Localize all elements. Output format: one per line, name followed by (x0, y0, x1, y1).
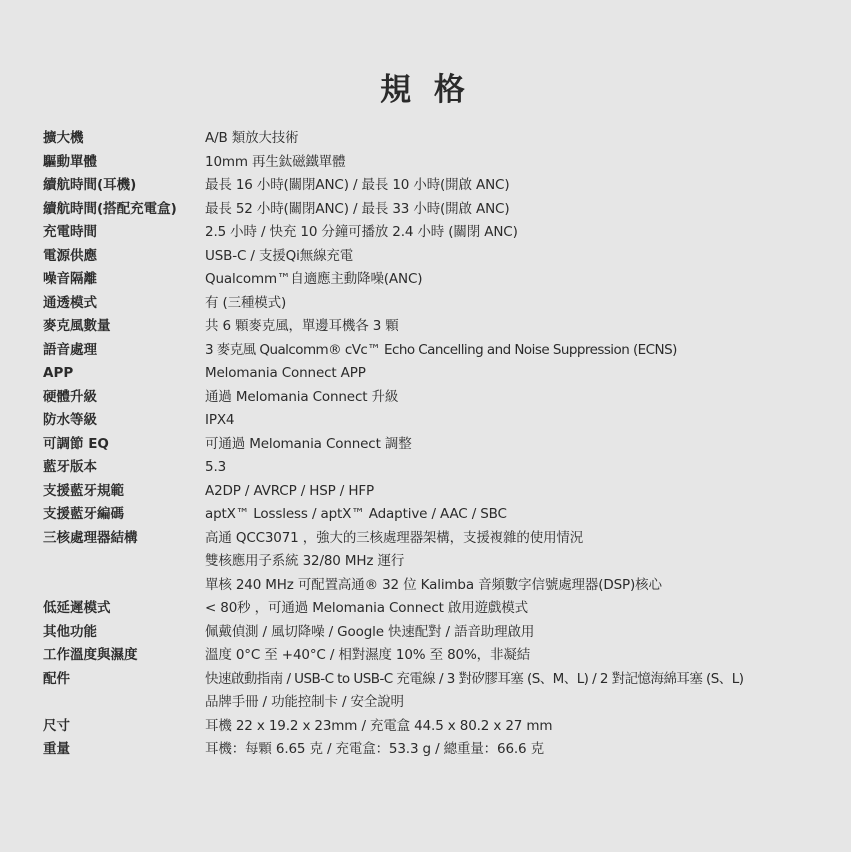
spec-value: 最長 16 小時(關閉ANC) / 最長 10 小時(開啟 ANC) (205, 177, 510, 193)
spec-row (43, 362, 843, 386)
spec-values (205, 245, 843, 269)
spec-values (205, 597, 843, 621)
spec-values (205, 527, 843, 598)
spec-value: 10mm 再生鈦磁鐵單體 (205, 153, 346, 170)
spec-value: A2DP / AVRCP / HSP / HFP (205, 482, 374, 499)
spec-row (43, 174, 843, 198)
spec-row (43, 668, 843, 715)
spec-values (205, 433, 843, 457)
spec-label: 可調節 EQ (43, 435, 109, 452)
spec-row (43, 527, 843, 598)
spec-value: 單核 240 MHz 可配置高通® 32 位 Kalimba 音頻數字信號處理器(DSP)核心 (205, 576, 662, 593)
spec-row (43, 386, 843, 410)
spec-label: 藍牙版本 (43, 459, 97, 475)
spec-value: Melomania Connect APP (205, 365, 366, 381)
spec-values (205, 621, 843, 645)
spec-value: 耳機 22 x 19.2 x 23mm / 充電盒 44.5 x 80.2 x 27 mm (205, 717, 553, 734)
spec-values (205, 668, 843, 715)
spec-value: 溫度 0°C 至 +40°C / 相對濕度 10% 至 80%，非凝結 (205, 647, 531, 663)
spec-label: 尺寸 (43, 717, 70, 734)
spec-label: 驅動單體 (43, 153, 97, 170)
spec-value: 佩戴偵測 / 風切降噪 / Google 快速配對 / 語音助理啟用 (205, 623, 535, 640)
spec-value: aptX™ Lossless / aptX™ Adaptive / AAC / SBC (205, 506, 507, 522)
spec-row (43, 409, 843, 433)
spec-value: 可通過 Melomania Connect 調整 (205, 435, 412, 452)
spec-label: 噪音隔離 (43, 271, 97, 287)
spec-value: 雙核應用子系統 32/80 MHz 運行 (205, 553, 405, 569)
spec-label: 擴大機 (43, 130, 84, 146)
spec-row (43, 456, 843, 480)
spec-values (205, 715, 843, 739)
spec-value: Qualcomm™自適應主動降噪(ANC) (205, 271, 423, 287)
page-title: 規 格 (380, 72, 471, 108)
spec-label: 支援藍牙規範 (43, 482, 124, 499)
spec-value: 3 麥克風 Qualcomm® cVc™ Echo Cancelling and Noise Suppression (ECNS) (205, 341, 677, 358)
spec-values (205, 198, 843, 222)
spec-label: 支援藍牙編碼 (43, 506, 124, 522)
spec-row (43, 503, 843, 527)
spec-value: A/B 類放大技術 (205, 130, 299, 146)
spec-values (205, 362, 843, 386)
spec-values (205, 292, 843, 316)
spec-label: 電源供應 (43, 247, 97, 264)
spec-label: 低延遲模式 (43, 600, 111, 616)
spec-row (43, 339, 843, 363)
spec-value: 共 6 顆麥克風，單邊耳機各 3 顆 (205, 318, 399, 334)
spec-row (43, 198, 843, 222)
spec-row (43, 268, 843, 292)
spec-value: 最長 52 小時(關閉ANC) / 最長 33 小時(開啟 ANC) (205, 200, 510, 217)
spec-value: USB-C / 支援Qi無線充電 (205, 247, 354, 264)
spec-label: 防水等級 (43, 412, 97, 428)
spec-values (205, 127, 843, 151)
spec-values (205, 503, 843, 527)
spec-row (43, 151, 843, 175)
spec-value: 耳機：每顆 6.65 克 / 充電盒：53.3 g / 總重量：66.6 克 (205, 741, 544, 757)
spec-label: 續航時間(耳機) (43, 177, 137, 193)
spec-label: APP (43, 365, 74, 381)
spec-label: 三核處理器結構 (43, 529, 138, 546)
spec-value: 有 (三種模式) (205, 294, 287, 311)
spec-value: 高通 QCC3071 ，強大的三核處理器架構，支援複雜的使用情況 (205, 529, 584, 546)
spec-label: 重量 (43, 741, 70, 757)
spec-value: 2.5 小時 / 快充 10 分鐘可播放 2.4 小時 (關閉 ANC) (205, 224, 518, 240)
spec-label: 語音處理 (43, 341, 97, 358)
spec-values (205, 644, 843, 668)
spec-label: 麥克風數量 (43, 318, 111, 334)
spec-row (43, 480, 843, 504)
spec-label: 配件 (43, 670, 70, 687)
spec-label: 其他功能 (43, 623, 97, 640)
spec-row (43, 621, 843, 645)
spec-row (43, 597, 843, 621)
spec-values (205, 268, 843, 292)
spec-values (205, 480, 843, 504)
spec-values (205, 386, 843, 410)
spec-values (205, 151, 843, 175)
spec-row (43, 127, 843, 151)
spec-row (43, 245, 843, 269)
spec-row (43, 315, 843, 339)
spec-label: 工作溫度與濕度 (43, 647, 138, 663)
spec-values (205, 339, 843, 363)
spec-values (205, 409, 843, 433)
spec-label: 充電時間 (43, 224, 97, 240)
spec-row (43, 644, 843, 668)
spec-values (205, 174, 843, 198)
spec-values (205, 738, 843, 762)
spec-row (43, 433, 843, 457)
spec-row (43, 292, 843, 316)
spec-label: 硬體升級 (43, 388, 97, 405)
spec-values (205, 456, 843, 480)
spec-table (43, 127, 843, 762)
spec-label: 續航時間(搭配充電盒) (43, 200, 177, 217)
spec-values (205, 315, 843, 339)
spec-value: IPX4 (205, 412, 235, 428)
spec-label: 通透模式 (43, 294, 97, 311)
spec-value: < 80秒 ，可通過 Melomania Connect 啟用遊戲模式 (205, 600, 528, 616)
spec-value: 品牌手冊 / 功能控制卡 / 安全說明 (205, 694, 404, 710)
spec-value: 快速啟動指南 / USB-C to USB-C 充電線 / 3 對矽膠耳塞 (S、M、L) / 2 對記憶海綿耳塞 (S、L) (205, 670, 744, 687)
spec-row (43, 221, 843, 245)
spec-row (43, 738, 843, 762)
spec-value: 通過 Melomania Connect 升級 (205, 388, 399, 405)
spec-values (205, 221, 843, 245)
spec-row (43, 715, 843, 739)
spec-value: 5.3 (205, 459, 227, 475)
